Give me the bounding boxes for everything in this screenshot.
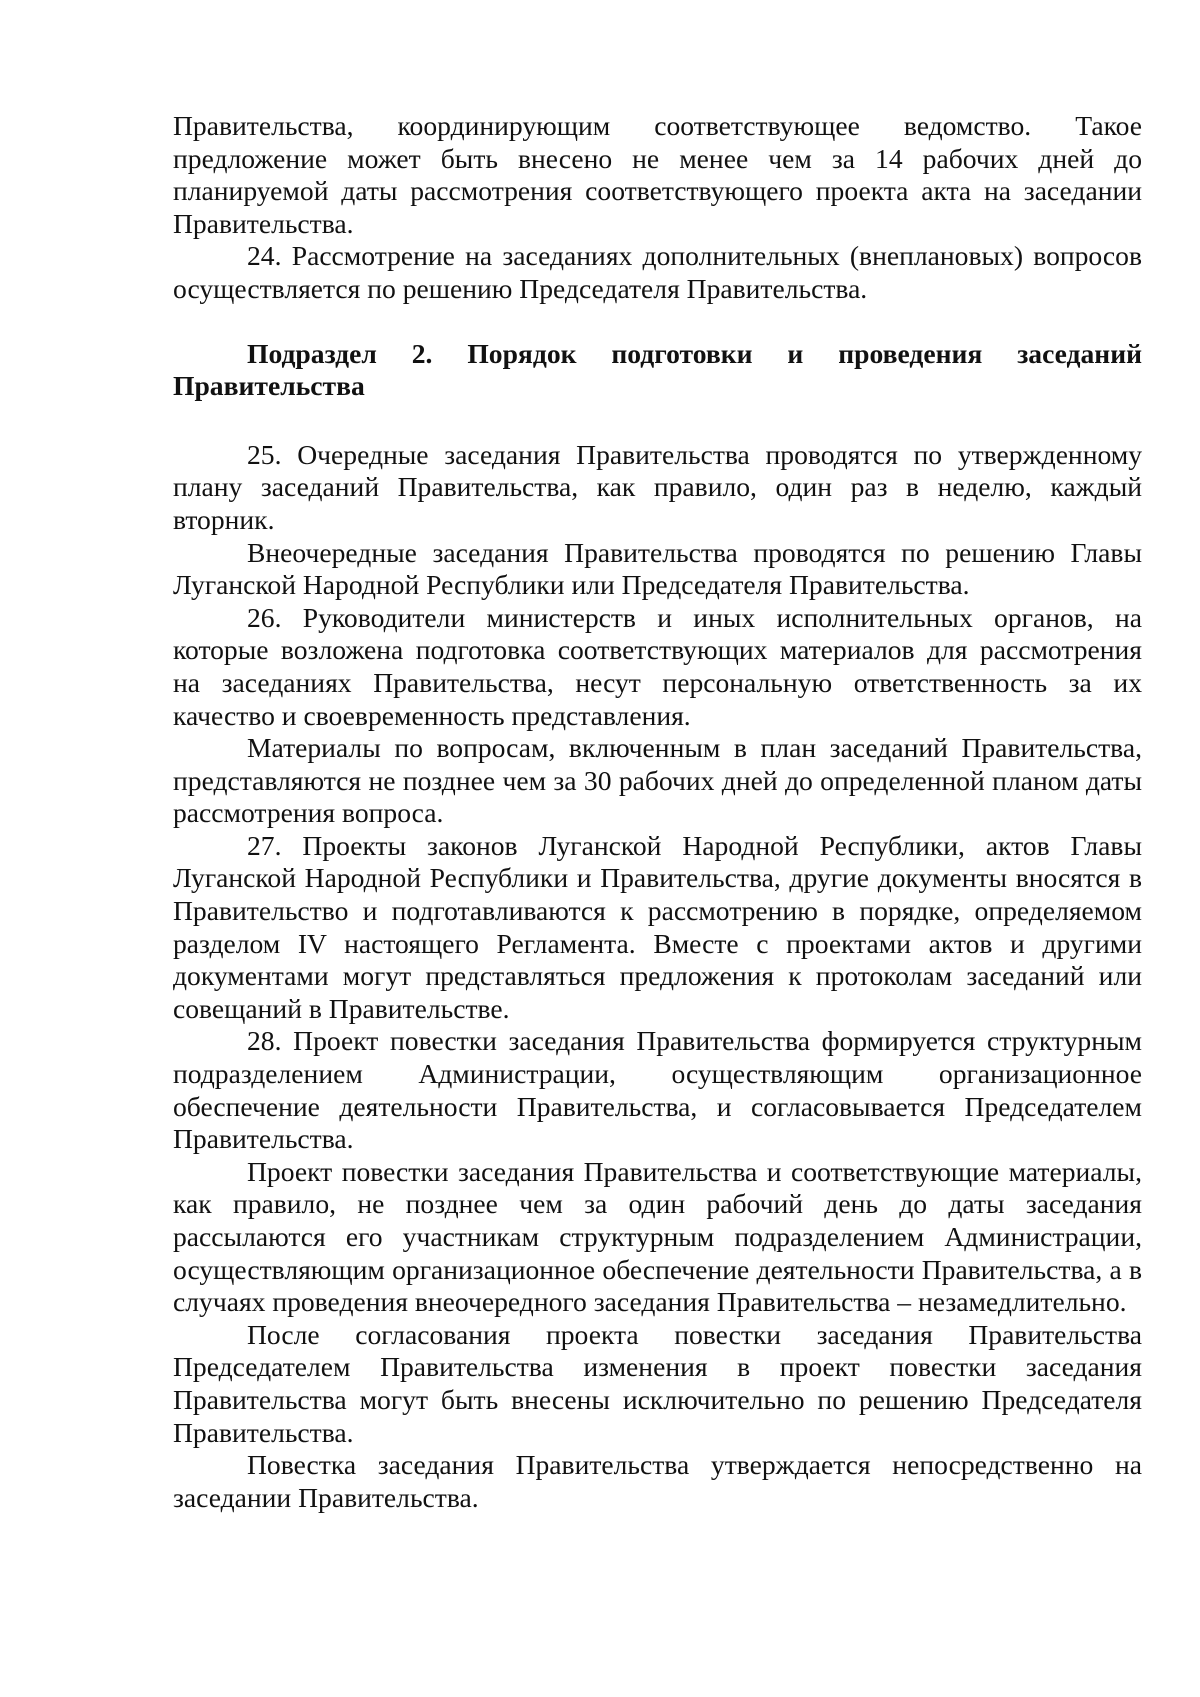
paragraph-26: 26. Руководители министерств и иных исполнительных органов, на которые возложена подготовка соответствующих материалов для рассмотрения на заседаниях Правительства, несут персональную ответственность за их качество и своевременность представления.	[173, 601, 1142, 731]
paragraph-28-approval: Повестка заседания Правительства утверждается непосредственно на заседании Правительства.	[173, 1449, 1142, 1513]
paragraph-28: 28. Проект повестки заседания Правительства формируется структурным подразделением Администрации, осуществляющим организационное обеспечение деятельности Правительства, и согласовывается Председателем Правительства.	[173, 1025, 1142, 1155]
paragraph-27: 27. Проекты законов Луганской Народной Республики, актов Главы Луганской Народной Республики и Правительства, другие документы вносятся в Правительство и подготавливаются к рассмотрению в порядке, определяемом разделом IV настоящего Регламента. Вместе с проектами актов и другими документами могут представляться предложения к протоколам заседаний или совещаний в Правительстве.	[173, 829, 1142, 1024]
paragraph-26-materials: Материалы по вопросам, включенным в план заседаний Правительства, представляются не позднее чем за 30 рабочих дней до определенной планом даты рассмотрения вопроса.	[173, 732, 1142, 829]
paragraph-24: 24. Рассмотрение на заседаниях дополнительных (внеплановых) вопросов осуществляется по решению Председателя Правительства.	[173, 240, 1142, 304]
subsection-heading: Подраздел 2. Порядок подготовки и проведения заседаний Правительства	[173, 337, 1142, 402]
paragraph-28-distribution: Проект повестки заседания Правительства и соответствующие материалы, как правило, не позднее чем за один рабочий день до даты заседания рассылаются его участникам структурным подразделением Администрации, осуществляющим организационное обеспечение деятельности Правительства, а в случаях проведения внеочередного заседания Правительства – незамедлительно.	[173, 1155, 1142, 1318]
paragraph-25-extraordinary: Внеочередные заседания Правительства проводятся по решению Главы Луганской Народной Республики или Председателя Правительства.	[173, 536, 1142, 601]
paragraph-continuation: Правительства, координирующим соответствующее ведомство. Такое предложение может быть внесено не менее чем за 14 рабочих дней до планируемой даты рассмотрения соответствующего проекта акта на заседании Правительства.	[173, 110, 1142, 239]
paragraph-28-changes: После согласования проекта повестки заседания Правительства Председателем Правительства изменения в проект повестки заседания Правительства могут быть внесены исключительно по решению Председателя Правительства.	[173, 1318, 1142, 1448]
paragraph-25: 25. Очередные заседания Правительства проводятся по утвержденному плану заседаний Правительства, как правило, один раз в неделю, каждый вторник.	[173, 438, 1142, 535]
